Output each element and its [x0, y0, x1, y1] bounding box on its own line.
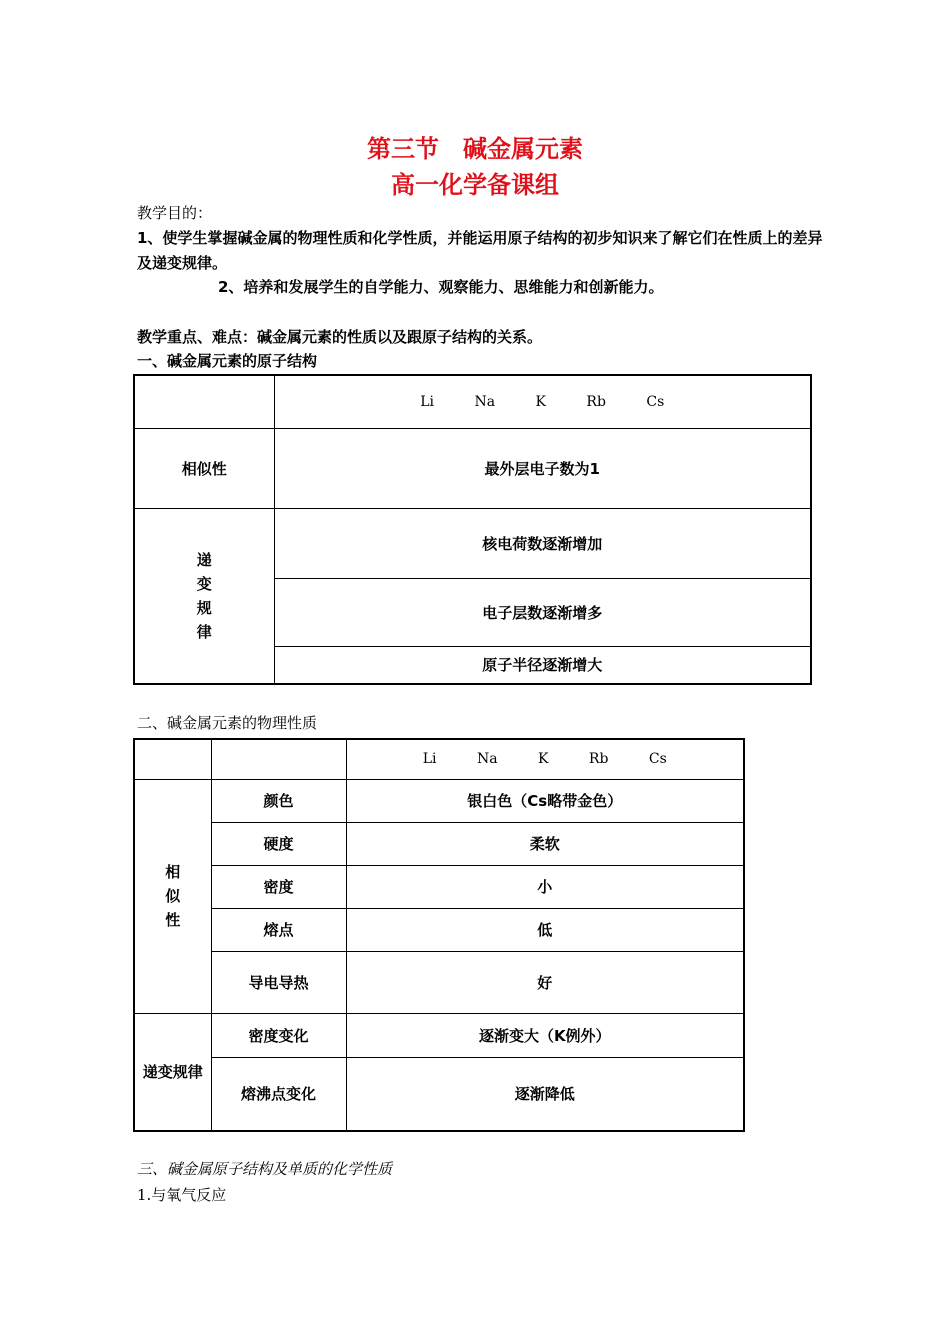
corner-cell — [134, 739, 211, 779]
element-label: Li — [420, 393, 434, 410]
trend-label: 递变规律 — [134, 1013, 211, 1131]
key-points: 教学重点、难点：碱金属元素的性质以及跟原子结构的关系。 — [137, 328, 543, 346]
corner-cell — [211, 739, 346, 779]
element-label: Na — [474, 393, 496, 410]
trend-value: 核电荷数逐渐增加 — [274, 508, 811, 578]
property-value: 银白色（Cs略带金色） — [346, 779, 744, 822]
objective-1: 1、使学生掌握碱金属的物理性质和化学性质，并能运用原子结构的初步知识来了解它们在性质上的差异及递变规律。 — [137, 229, 823, 272]
trend-value: 原子半径逐渐增大 — [274, 646, 811, 684]
property-name: 颜色 — [211, 779, 346, 822]
property-name: 熔点 — [211, 908, 346, 951]
objectives-heading: 教学目的： — [137, 204, 213, 222]
element-header-row — [346, 739, 744, 779]
similarity-label: 相 似 性 — [134, 779, 211, 1013]
atomic-structure-table — [133, 374, 812, 685]
physical-properties-table — [133, 738, 745, 1132]
property-name: 导电导热 — [211, 951, 346, 1013]
property-name: 密度变化 — [211, 1013, 346, 1057]
property-name: 熔沸点变化 — [211, 1057, 346, 1131]
corner-cell — [134, 375, 274, 428]
property-value: 低 — [346, 908, 744, 951]
property-name: 密度 — [211, 865, 346, 908]
property-value: 逐渐变大（K例外） — [346, 1013, 744, 1057]
element-label: Cs — [646, 393, 665, 410]
trend-value: 电子层数逐渐增多 — [274, 578, 811, 646]
similarity-label: 相似性 — [134, 428, 274, 508]
property-value: 好 — [346, 951, 744, 1013]
similarity-value: 最外层电子数为1 — [274, 428, 811, 508]
property-value: 小 — [346, 865, 744, 908]
page-title: 第三节 碱金属元素 — [367, 135, 583, 163]
element-label: Cs — [648, 751, 667, 768]
property-value: 逐渐降低 — [346, 1057, 744, 1131]
element-label: Rb — [586, 393, 606, 410]
property-name: 硬度 — [211, 822, 346, 865]
section3-item1: 1.与氧气反应 — [137, 1186, 227, 1204]
page-subtitle: 高一化学备课组 — [391, 171, 559, 199]
element-label: Rb — [588, 751, 609, 768]
element-label: K — [535, 393, 546, 410]
element-label: Na — [476, 751, 498, 768]
section1-heading: 一、碱金属元素的原子结构 — [137, 352, 318, 370]
trend-label: 递 变 规 律 — [134, 508, 274, 684]
section3-heading: 三、碱金属原子结构及单质的化学性质 — [137, 1160, 393, 1178]
section2-heading: 二、碱金属元素的物理性质 — [137, 714, 318, 732]
element-label: K — [538, 751, 549, 768]
element-label: Li — [422, 751, 437, 768]
element-header-row — [274, 375, 811, 428]
property-value: 柔软 — [346, 822, 744, 865]
objective-2: 2、培养和发展学生的自学能力、观察能力、思维能力和创新能力。 — [218, 278, 664, 296]
